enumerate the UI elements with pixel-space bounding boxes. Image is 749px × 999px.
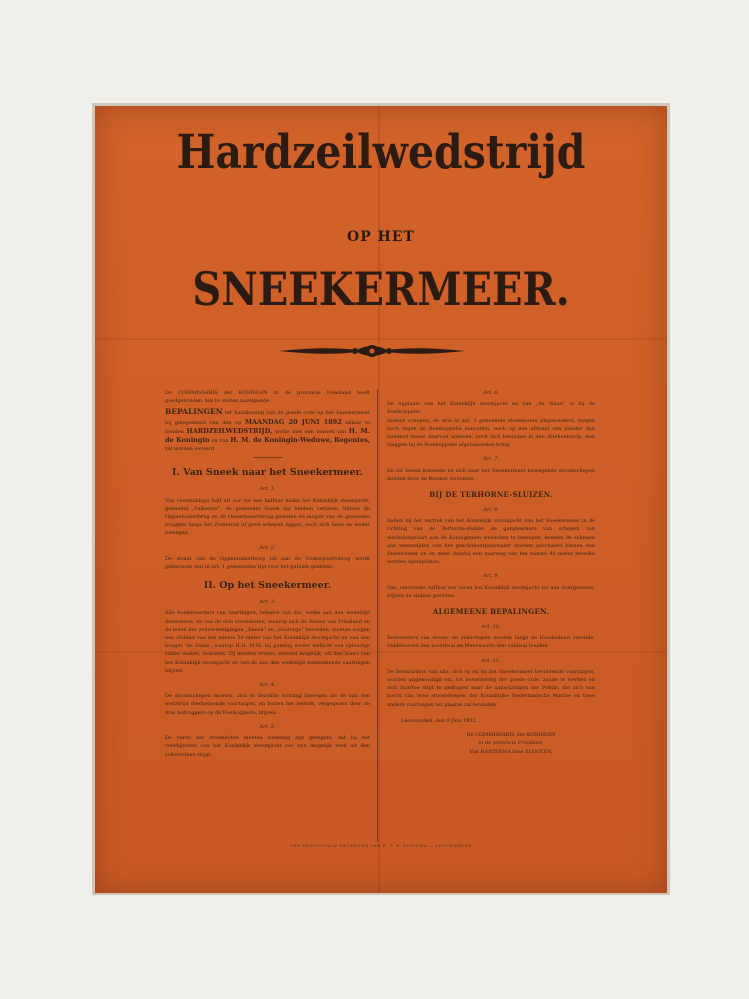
section-heading: I. Van Sneek naar het Sneekermeer. [172, 467, 363, 479]
event-date: MAANDAG 20 JUNI 1892 [244, 417, 342, 426]
poster-subtitle: OP HET [347, 229, 415, 245]
article-number: Art. 10. [481, 624, 501, 631]
intro-block [165, 408, 370, 453]
article-text: De straat van de Oppenhuizerbrug tot aan de Oosterpoortsbrug wordt gedurende den in art. 1 genoemden tijd voor het publiek gesloten. [165, 555, 370, 571]
poster-title-location: SNEEKERMEER. [192, 262, 570, 317]
intro-text: ter handhaving van de goede orde op het Sneekermeer bij gelegenheid van den op [165, 410, 370, 426]
rule-divider [253, 457, 283, 458]
article-text: Andere schepen, de drie in art. 3 genoemde stoomboten uitgezonderd, mogen noch tegen de Boeikoppelle aanvallen, noch op een afstand van minder dan honderd meter daarvan ankeren, noch zich bevinden in den driehoekstrip, met vlaggen bij de Boeikoppelle afgebakenden kring. [387, 417, 595, 449]
poster-title: Hardzeilwedstrijd [176, 124, 586, 180]
printer-imprint: TER PROVINCIALE DRUKKERIJ VAN G. T. N. SUIDEMA — LEEUWARDEN [290, 843, 472, 848]
fold-line-vertical [378, 106, 380, 893]
article-number: Art. 9. [483, 573, 499, 580]
column-divider [377, 389, 378, 842]
article-number: Art. 2. [259, 544, 276, 551]
ornament-divider-icon [277, 340, 467, 362]
place-date: Leeuwarden, den 9 Juni 1892. [401, 717, 478, 724]
article-number: Art. 3. [259, 599, 276, 606]
intro-text: De COMMISSARIS der KONINGIN in de provincie Friesland heeft goedgevonden, ten te stellen navolgende [165, 390, 370, 405]
article-number: Art. 4. [259, 682, 276, 689]
article-number: Art. 8. [483, 507, 499, 514]
article-number: Art. 5. [259, 723, 276, 730]
article-text: De varen der stoomboten moeten zoodanig zijn geregeld, dat bij het voorbijvaren van het Koninklijk stoomjacht zoo min mogelijk rook uit den schoorsteen stijgt. [165, 735, 370, 758]
royal-name: H. M. de Koningin-Weduwe, [230, 436, 333, 445]
section-heading: II. Op het Sneekermeer. [203, 580, 332, 592]
article-text: De stoomschepen moeten, zich in dezelfde richting bewegen als de aan den wedstrijd deelnemende vaartuigen, en buiten het zeilvak, vergegezen door de drie zeilvaggers op de Boeikoppelle, blijven. [165, 693, 370, 716]
article-number: Art. 6. [483, 390, 499, 396]
article-text: Alle hoeksvaarders van vaartuigen, behalve van die, welke aan den wedstrijd deelnemen, en van de drie stoomboten, waarop zich de Staten van Friesland en de leden der zeilvereenigingen „Sneek” en „Oosterga” bevinden, moeten zorgen een afstand van ten minste 50 meter van het Koninklijk stoomjacht en van den hooger ‘de Slaan’, waarop H.H. M.M. bij gunstig weder wellicht een oploechje zullen maken, bewaren. Zij moeten tevens, zooveel mogelijk, uit den koers van het Koninklijk stoomjacht en van de aan den wedstrijd deelnemende vaartuigen blijven. [165, 610, 370, 674]
signature-name: Van HARINXMA thoe SLOOTEN. [469, 748, 553, 755]
right-column [387, 389, 595, 756]
royal-name: Regentes, [334, 436, 371, 445]
article-text: Indien bij het vertrek van het Koninklijk stoomjacht van het Sneekermeer in de richting van de Terhorne-sluizen de gangwerkers van schepen van elschaloepvaart aan de Koninginnen wenschen te bewegen, moeten de schepen aan weerszijden van het geschalieerpaarwater worden geschaard binnen den Statenwater en en meer daarbij een vaarweg van ten minste 40 meter breedte worden opengelaten. [387, 518, 595, 566]
royal-name: H. M. de Koningin [165, 426, 371, 445]
intro-text: en van [211, 438, 229, 445]
event-name: HARDZEILWEDSTRIJD, [186, 426, 273, 435]
intro-text: aldaar te houden [165, 419, 371, 435]
article-text: De uit Sneek komende en zich naar het Sneekermeer bewegende stoomschepen moeten door de Boeiker stroomen. [387, 467, 595, 482]
bepalingen-heading: BEPALINGEN [165, 407, 223, 417]
section-heading: ALGEMEENE BEPALINGEN. [432, 607, 550, 617]
article-text: Van, omstreeks halfuur ten voren het Koninklijk stoomjacht tot aan doorgevaren, blijven de sluizen gesloten. [387, 584, 595, 599]
article-number: Art. 7. [483, 456, 499, 463]
article-text: Bestuurders van stoom- en zeilschepen moeten langs de Houdeshaut varende, Stadsboeren den noordwal en Meerwaarts den zuidwal houden. [387, 635, 595, 650]
intro-text: welke met een bezoek van [274, 428, 347, 435]
left-column [165, 389, 370, 759]
intro-text: zal worden vereerd. [165, 446, 216, 453]
article-text: De ligplaats van het Koninklijk stoomjacht en van „de Slaan” is bij de Boeikoppelle. [387, 401, 595, 416]
article-text: De bestuurders van alle, zich op en bij het Sneekermeer bevindende vaartuigen, worden uitgenoodigd om, tot bevordering der goede orde, zoude te werken en zich daartoe stipt te gedragen naar de aanwijzingen der Politie, die zich van boord van twee stoomsloepen der Koninklijke Nederlandsche Marine en twee andere vaartuigen ter plaatse zal bevinden. [387, 668, 595, 708]
article-number: Art. 11. [481, 657, 501, 664]
article-number: Art. 1. [259, 486, 276, 493]
article-text: Van voormiddags half elf uur tot een halfuur nadat het Koninklijk stoomjacht, genaamd „Valkenris”, de gemeente Sneek zal hebben verlaten, blijven de Oppenhuizerbrug en de Oosterpoortsbrug gesloten en mogen van de gemeente bruggen langs het Zomerrak of geen schepen liggen, noch zich heen en weder bewegen. [165, 497, 370, 537]
signature-province: in de provincie Friesland, [478, 740, 544, 747]
poster [95, 106, 667, 893]
section-heading: BIJ DE TERHORNE-SLUIZEN. [429, 490, 553, 500]
signature-title: De COMMISSARIS der KONINGIN [466, 732, 556, 739]
